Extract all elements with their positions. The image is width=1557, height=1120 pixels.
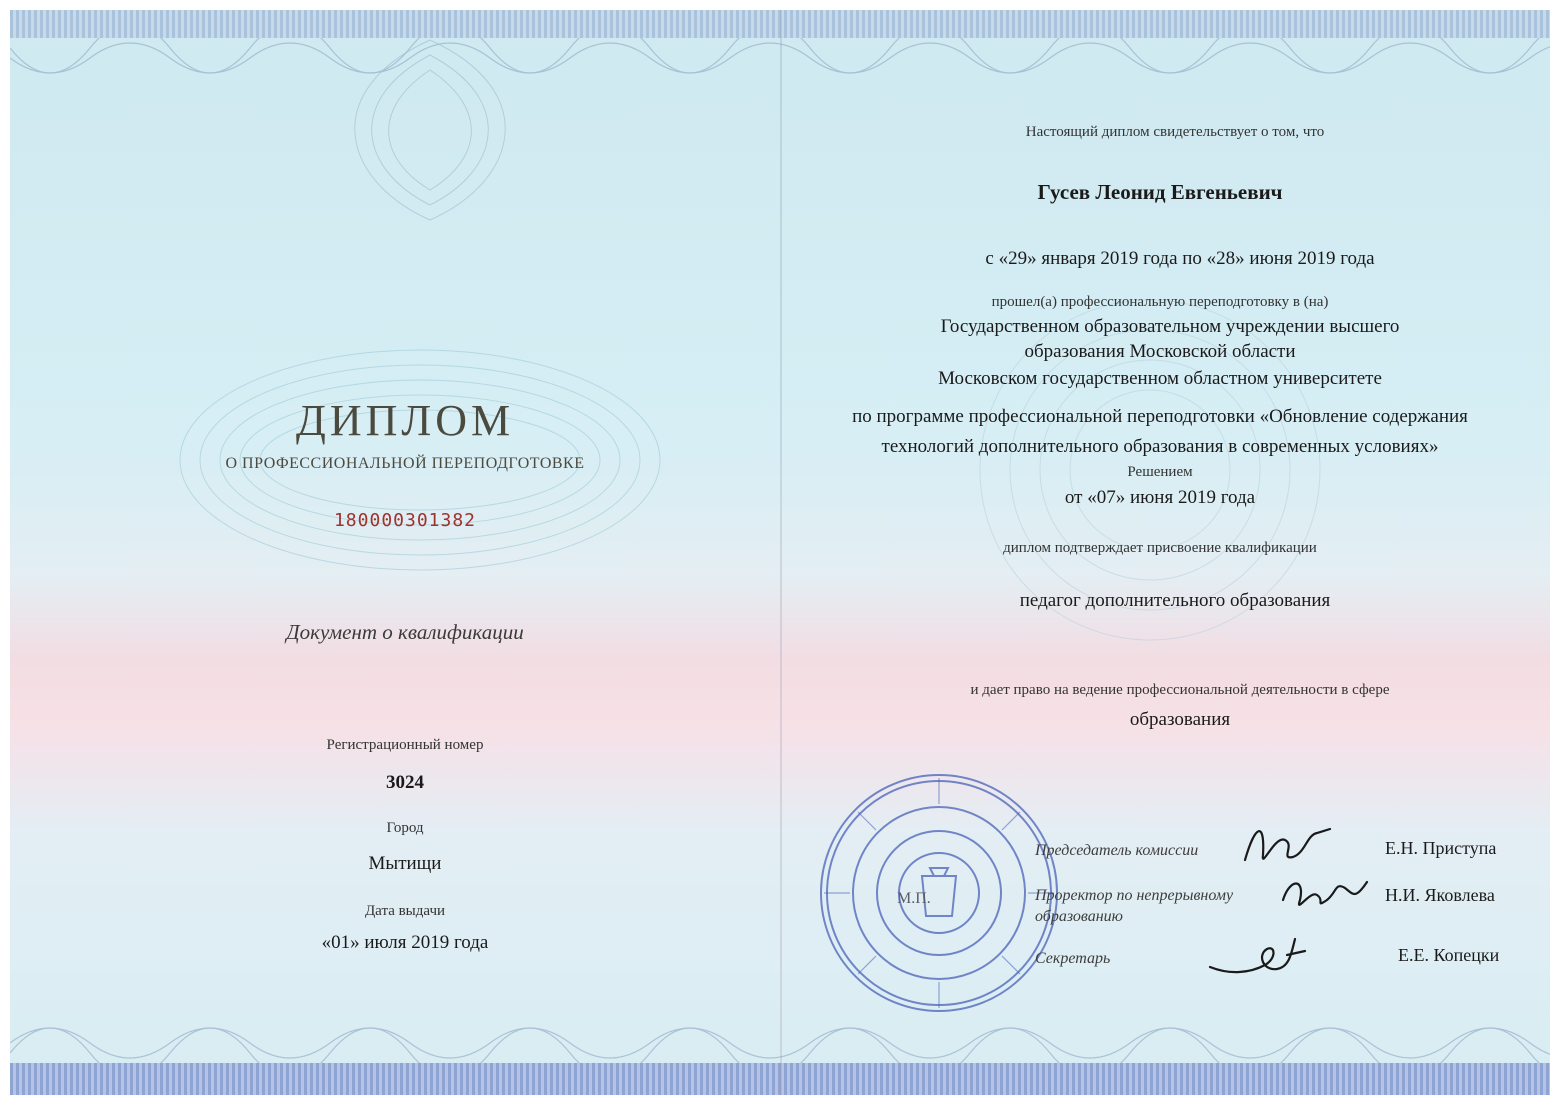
signatory-role-prorector [1035,885,1233,927]
city-label: Город [386,820,424,836]
secretary-signature [1205,925,1315,985]
chair-signature [1235,815,1335,875]
practice-sphere: образования [1129,709,1231,730]
institution-line-1: Государственном образовательном учреждении высшего [940,316,1400,337]
signatory-role-chair: Председатель комиссии [1035,842,1199,859]
signatory-name-chair: Е.Н. Приступа [1385,838,1497,858]
completed-line: прошел(а) профессиональную переподготовку в (на) [991,294,1329,310]
signatory-role-secretary: Секретарь [1035,950,1111,967]
holder-name: Гусев Леонид Евгеньевич [1037,180,1283,204]
signatory-role-prorector-line2: образованию [1035,908,1123,925]
signatory-name-secretary: Е.Е. Копецки [1398,945,1500,965]
institution-line-3: Московском государственном областном университете [938,368,1382,389]
qualification-intro: диплом подтверждает присвоение квалификации [1003,540,1317,556]
document-kind: Документ о квалификации [286,620,524,644]
city-value: Мытищи [368,853,442,874]
program-line-2: технологий дополнительного образования в современных условиях» [881,436,1439,457]
signatory-name-prorector: Н.И. Яковлева [1385,885,1495,905]
prorector-signature [1275,870,1375,920]
qualification-value: педагог дополнительного образования [1019,590,1331,611]
study-period: с «29» января 2019 года по «28» июня 2019 года [985,248,1375,269]
serial-number: 180000301382 [333,510,477,531]
certifies-line: Настоящий диплом свидетельствует о том, что [1025,124,1325,140]
diploma-subtitle: О ПРОФЕССИОНАЛЬНОЙ ПЕРЕПОДГОТОВКЕ [225,455,585,472]
signatory-role-prorector-line1: Проректор по непрерывному [1035,887,1234,904]
registration-label: Регистрационный номер [326,737,484,753]
registration-number: 3024 [386,772,424,793]
decision-label: Решением [1127,464,1193,480]
official-stamp [814,768,1064,1018]
diploma-title: ДИПЛОМ [295,396,515,445]
decision-date: от «07» июня 2019 года [1064,487,1256,508]
issue-date-value: «01» июля 2019 года [321,932,489,953]
institution-line-2: образования Московской области [1024,341,1296,362]
right-to-practice-line: и дает право на ведение профессиональной деятельности в сфере [970,682,1390,698]
issue-date-label: Дата выдачи [364,903,446,919]
program-line-1: по программе профессиональной переподготовки «Обновление содержания [852,406,1468,427]
top-left-guilloche [280,30,580,230]
stamp-place-mark: М.П. [897,890,931,907]
